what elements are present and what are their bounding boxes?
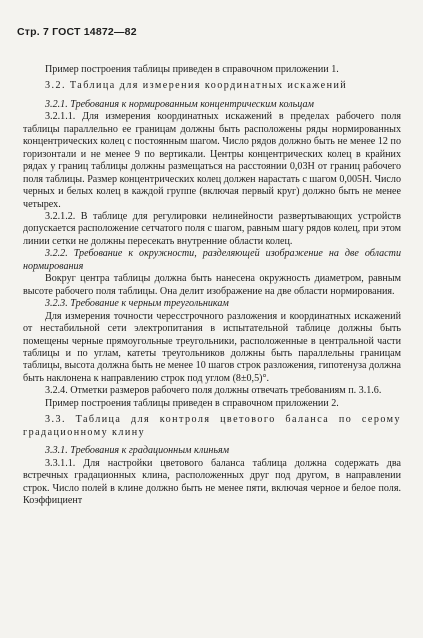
paragraph-triangles-requirement: Для измерения точности чересстрочного разложения и координатных искажений от нестабильной сети электропитания в испытательной таблице должны быть помещены черные прямоугольные треугольники, расположенные в центральной части таблицы и по углам, катеты треугольников должны быть параллельны границам таблицы, высота должна быть не менее 10 шагов строк разложения, гипотенуза должна быть наклонена к направлению строк под углом (8±0,5)°.: [23, 310, 401, 384]
paragraph-reference-appendix-2: Пример построения таблицы приведен в справочном приложении 2.: [45, 397, 339, 409]
page-header: Стр. 7 ГОСТ 14872—82: [17, 26, 137, 38]
section-heading-3-3: 3.3. Таблица для контроля цветового баланса по серому градационному клину: [23, 414, 401, 438]
subsection-heading-3-2-2: 3.2.2. Требование к окружности, разделяющей изображение на две области нормирования: [23, 248, 401, 272]
document-body: [23, 64, 401, 507]
paragraph-3-2-1-1: 3.2.1.1. Для измерения координатных искажений в пределах рабочего поля таблицы параллельно ее границам должны быть расположены ряды нормированных концентрических колец с постоянным шагом. Число рядов должно быть не менее 12 по горизонтали и не менее 9 по вертикали. Центры концентрических колец в крайних рядах у границ таблицы должны размещаться на расстоянии 0,03H от границ рабочего поля таблицы. Размер концентрических колец должен нарастать с шагом 0,005H. Число черных и белых колец в каждой группе (включая первый круг) должно быть не менее четырех.: [23, 111, 401, 210]
subsection-heading-3-2-1: 3.2.1. Требования к нормированным концентрическим кольцам: [45, 98, 314, 110]
section-heading-3-2: 3.2. Таблица для измерения координатных искажений: [45, 80, 348, 92]
paragraph-reference-appendix-1: Пример построения таблицы приведен в справочном приложении 1.: [45, 64, 339, 75]
paragraph-3-3-1-1: 3.3.1.1. Для настройки цветового баланса таблица должна содержать два встречных градационных клина, расположенных друг под другом, в направлении строк. Число полей в клине должно быть не менее пяти, включая черное и белое поля. Коэффициент: [23, 457, 401, 506]
paragraph-circle-requirement: Вокруг центра таблицы должна быть нанесена окружность диаметром, равным высоте рабочего поля таблицы. Она делит изображение на две области нормирования.: [23, 273, 401, 297]
paragraph-3-2-4: 3.2.4. Отметки размеров рабочего поля должны отвечать требованиям п. 3.1.6.: [45, 385, 382, 397]
subsection-heading-3-3-1: 3.3.1. Требования к градационным клиньям: [45, 445, 230, 457]
subsection-heading-3-2-3: 3.2.3. Требование к черным треугольникам: [45, 298, 229, 310]
paragraph-3-2-1-2: 3.2.1.2. В таблице для регулировки нелинейности развертывающих устройств допускается расположение сетчатого поля с шагом, равным шагу рядов колец, при этом линии сетки не должны пересекать внутренние области колец.: [23, 210, 401, 247]
